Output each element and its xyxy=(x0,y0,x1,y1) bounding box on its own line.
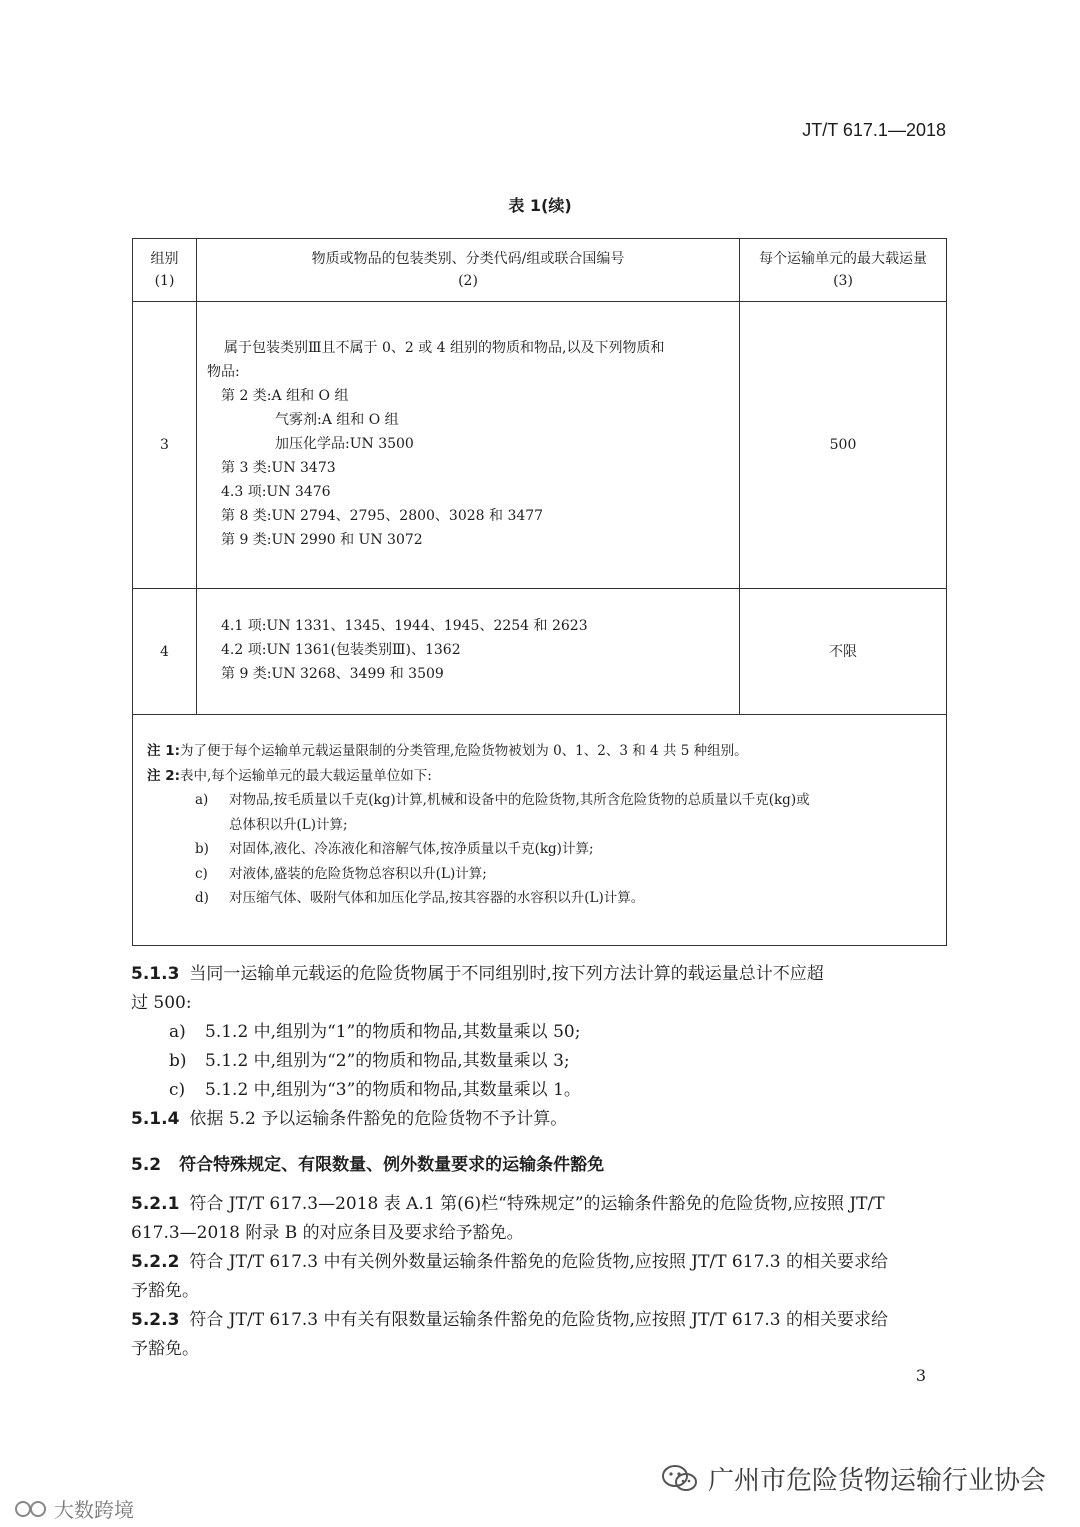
item-line: 气雾剂:A 组和 O 组 xyxy=(275,412,399,428)
limit-cell: 500 xyxy=(740,302,947,589)
note-item: d) 对压缩气体、吸附气体和加压化学品,按其容器的水容积以升(L)计算。 xyxy=(195,890,645,906)
item-line: 4.2 项:UN 1361(包装类别Ⅲ)、1362 xyxy=(221,642,461,658)
page-number: 3 xyxy=(915,1366,926,1385)
brand-icon xyxy=(14,1499,48,1519)
item-line: 物品: xyxy=(207,364,240,380)
list-item: b) 5.1.2 中,组别为“2”的物质和物品,其数量乘以 3; xyxy=(169,1051,570,1071)
limit-cell: 不限 xyxy=(740,589,947,715)
notes-cell xyxy=(133,715,947,946)
wechat-icon xyxy=(660,1463,700,1495)
list-item: c) 5.1.2 中,组别为“3”的物质和物品,其数量乘以 1。 xyxy=(169,1080,581,1100)
clause-5-2-1: 5.2.1 符合 JT/T 617.3—2018 表 A.1 第(6)栏“特殊规定”的运输条件豁免的危险货物,应按照 JT/T xyxy=(131,1194,885,1214)
clause-5-2-3: 5.2.3 符合 JT/T 617.3 中有关有限数量运输条件豁免的危险货物,应按照 JT/T 617.3 的相关要求给 xyxy=(131,1310,889,1330)
item-line: 第 8 类:UN 2794、2795、2800、3028 和 3477 xyxy=(221,508,544,524)
item-line: 第 3 类:UN 3473 xyxy=(221,460,336,476)
items-cell xyxy=(197,589,740,715)
table-header-row xyxy=(133,239,947,302)
note-item-continuation: 总体积以升(L)计算; xyxy=(229,816,348,833)
section-5-2-title: 5.2 符合特殊规定、有限数量、例外数量要求的运输条件豁免 xyxy=(131,1155,605,1175)
section-5-2-clauses: 5.2.1 符合 JT/T 617.3—2018 表 A.1 第(6)栏“特殊规定”的运输条件豁免的危险货物,应按照 JT/T 617.3—2018 附录 B 的对应条目及要求给予豁免。 5.2.2 符合 JT/T 617.3 中有关例外数量运输条件豁免的危险货物,应按照 JT/T 617.3 的相关要求给 予豁免。 5.2.3 符合 JT/T 617.3 中有关有限数量运输条件豁免的危险货物,应按照 JT/T 617.3 的相关要求给 予豁免。 xyxy=(131,1190,951,1364)
items-cell xyxy=(197,302,740,589)
note-item: a) 对物品,按毛质量以千克(kg)计算,机械和设备中的危险货物,其所含危险货物的总质量以千克(kg)或 xyxy=(195,792,810,808)
standard-code: JT/T 617.1—2018 xyxy=(802,120,946,140)
item-line: 第 9 类:UN 3268、3499 和 3509 xyxy=(221,666,444,682)
clause-5-2-2: 5.2.2 符合 JT/T 617.3 中有关例外数量运输条件豁免的危险货物,应按照 JT/T 617.3 的相关要求给 xyxy=(131,1252,889,1272)
item-line: 属于包装类别Ⅲ且不属于 0、2 或 4 组别的物质和物品,以及下列物质和 xyxy=(224,340,665,356)
clause-5-1-3: 5.1.3 当同一运输单元载运的危险货物属于不同组别时,按下列方法计算的载运量总计不应超 过 500: a) 5.1.2 中,组别为“1”的物质和物品,其数量乘以 50; b) 5.1.2 中,组别为“2”的物质和物品,其数量乘以 3; c) 5.1.2 中,组别为“3”的物质和物品,其数量乘以 1。 5.1.4 依据 5.2 予以运输条件豁免的危险货物不予计算。 xyxy=(131,960,951,1134)
item-line: 4.1 项:UN 1331、1345、1944、1945、2254 和 2623 xyxy=(221,618,588,634)
note-item: c) 对液体,盛装的危险货物总容积以升(L)计算; xyxy=(195,865,487,882)
list-item: a) 5.1.2 中,组别为“1”的物质和物品,其数量乘以 50; xyxy=(169,1022,581,1042)
item-line: 第 2 类:A 组和 O 组 xyxy=(221,388,349,404)
item-line: 第 9 类:UN 2990 和 UN 3072 xyxy=(221,532,423,548)
notes-row xyxy=(133,715,947,946)
group-cell: 4 xyxy=(133,589,197,715)
clause-5-1-4: 5.1.4 依据 5.2 予以运输条件豁免的危险货物不予计算。 xyxy=(131,1109,568,1129)
item-line: 4.3 项:UN 3476 xyxy=(221,484,331,500)
cargo-group-table xyxy=(132,238,947,946)
watermark-association: 广州市危险货物运输行业协会 xyxy=(660,1460,1046,1497)
header-group: 组别 (1) xyxy=(133,239,197,302)
header-max-load: 每个运输单元的最大载运量 (3) xyxy=(740,239,947,302)
watermark-brand: 大数跨境 xyxy=(14,1494,134,1523)
item-line: 加压化学品:UN 3500 xyxy=(275,436,414,452)
header-substances: 物质或物品的包装类别、分类代码/组或联合国编号 (2) xyxy=(197,239,740,302)
table-row xyxy=(133,589,947,715)
table-row xyxy=(133,302,947,589)
group-cell: 3 xyxy=(133,302,197,589)
note-2: 注 2:表中,每个运输单元的最大载运量单位如下: xyxy=(147,767,432,784)
table-caption: 表 1(续) xyxy=(508,196,572,215)
note-1: 注 1:为了便于每个运输单元载运量限制的分类管理,危险货物被划为 0、1、2、3 和 4 共 5 种组别。 xyxy=(147,743,748,759)
note-item: b) 对固体,液化、冷冻液化和溶解气体,按净质量以千克(kg)计算; xyxy=(195,841,594,857)
